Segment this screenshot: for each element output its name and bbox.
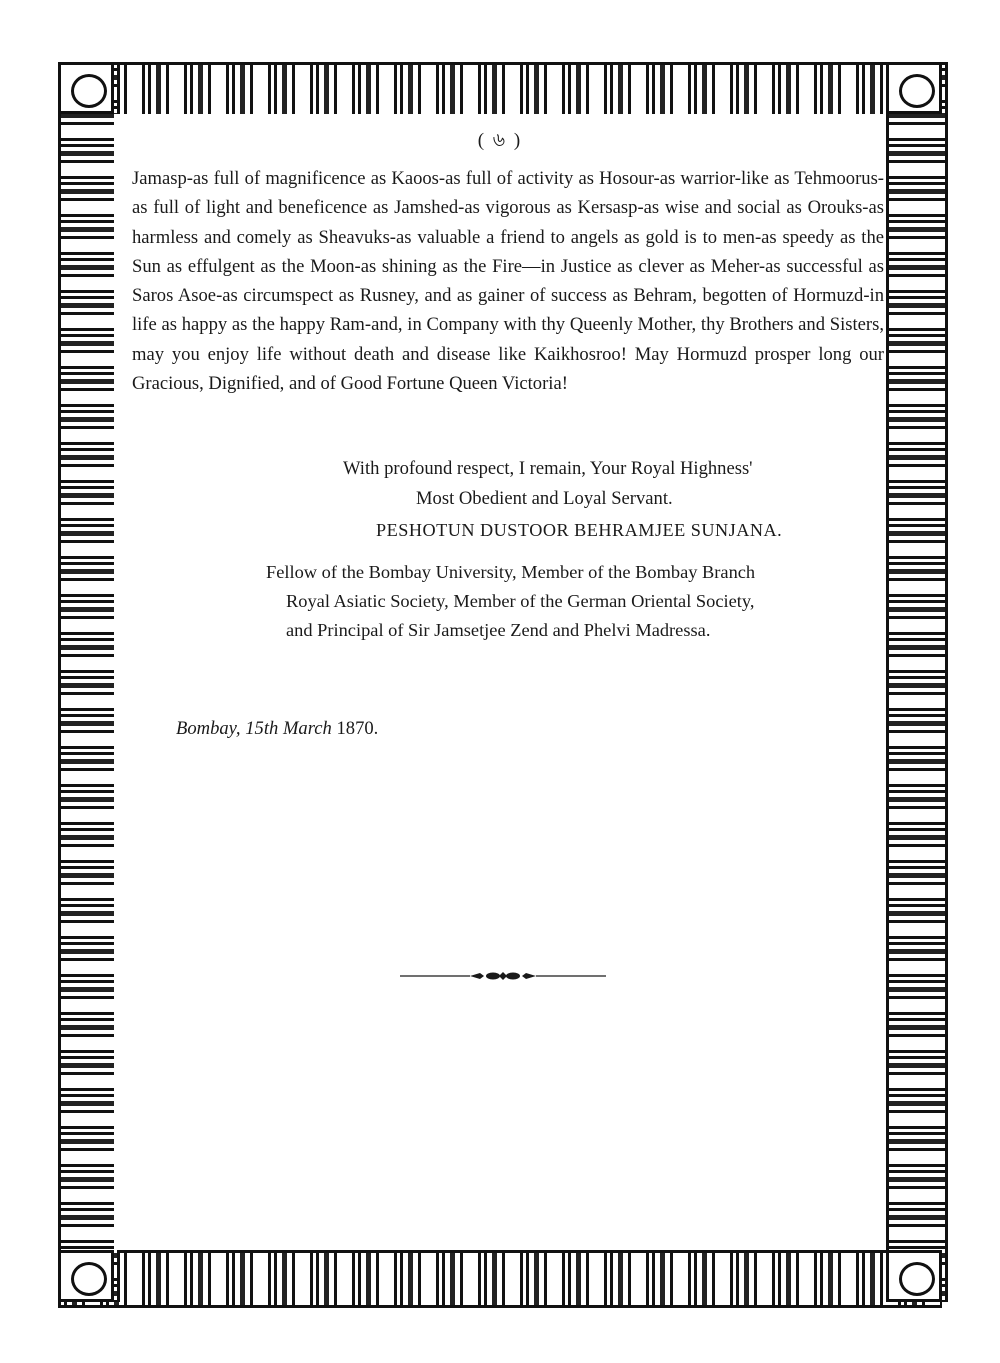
date-place: Bombay, xyxy=(176,718,241,739)
page-number: ( ৬ ) xyxy=(477,130,523,151)
ornamental-border-top xyxy=(58,62,942,120)
credentials-line: Royal Asiatic Society, Member of the German Oriental Society, xyxy=(286,591,755,611)
date-month: March xyxy=(282,718,332,739)
credentials-line: and Principal of Sir Jamsetjee Zend and Phelvi Madressa. xyxy=(286,620,711,640)
date-day: 15th xyxy=(245,718,279,739)
corner-ornament-icon xyxy=(58,62,114,114)
closing-line: With profound respect, I remain, Your Royal Highness' xyxy=(343,458,753,479)
closing-line: Most Obedient and Loyal Servant. xyxy=(416,488,673,509)
credentials-line: Fellow of the Bombay University, Member of the Bombay Branch xyxy=(266,562,756,582)
body-paragraph xyxy=(132,164,884,398)
corner-ornament-icon xyxy=(886,62,942,114)
dateline xyxy=(176,718,378,740)
date-year: 1870. xyxy=(336,718,379,739)
ornamental-border-right xyxy=(886,62,948,1302)
paragraph-text: Jamasp-as full of magnificence as Kaoos-as full of activity as Hosour-as warrior-like as Tehmoorus-as full of light and beneficence as Jamshed-as vigorous as Kersasp-as wise and social as Orouks-as harmless and comely as Sheavuks-as valuable a friend to angels as gold is to men-as speedy as the Sun as effulgent as the Moon-as shining as the Fire—in Justice as clever as Meher-as successful as Saros Asoe-as circumspect as Rusney, and as gainer of success as Behram, begotten of Hormuzd-in life as happy as the happy Ram-and, in Company with thy Queenly Mother, thy Brothers and Sisters, may you enjoy life without death and disease like Kaikhosroo! May Hormuzd prosper long our Gracious, Dignified, and of Good Fortune Queen Victoria! xyxy=(132,168,884,395)
corner-ornament-icon xyxy=(886,1250,942,1302)
flourish-divider-icon xyxy=(400,969,606,983)
text-area xyxy=(114,114,886,1250)
corner-ornament-icon xyxy=(58,1250,114,1302)
signatory-name: PESHOTUN DUSTOOR BEHRAMJEE SUNJANA. xyxy=(376,520,783,540)
ornamental-border-bottom xyxy=(58,1250,942,1308)
ornamental-border-left xyxy=(58,62,120,1302)
